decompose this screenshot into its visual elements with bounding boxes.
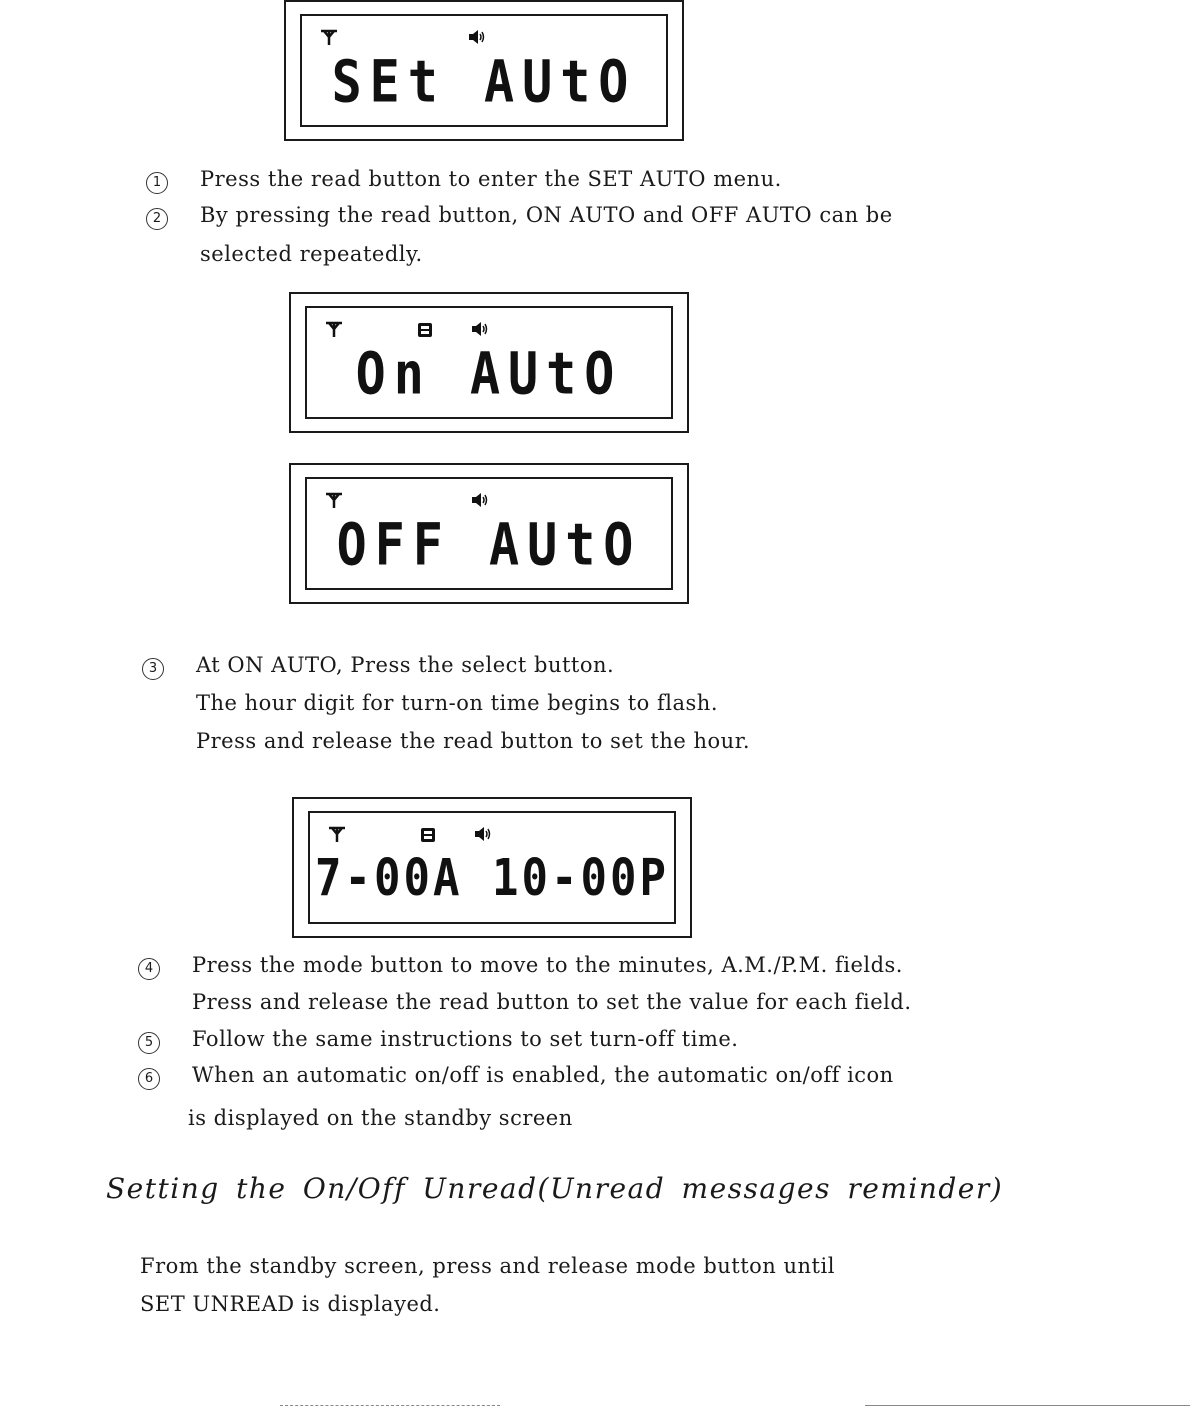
section-line-2: SET UNREAD is displayed. [140, 1292, 441, 1316]
step-marker-6: 6 [136, 1062, 162, 1090]
lcd-display-time [292, 797, 692, 938]
step-4-line-2: Press and release the read button to set the value for each field. [192, 990, 912, 1014]
lcd-display-off-auto [289, 463, 689, 604]
antenna-icon [325, 320, 343, 338]
step-marker-5: 5 [136, 1026, 162, 1054]
step-marker-3: 3 [140, 652, 166, 680]
scan-artifact [865, 1405, 1190, 1406]
step-1-line-1: Press the read button to enter the SET AUTO menu. [200, 167, 782, 191]
step-3-line-1: At ON AUTO, Press the select button. [196, 653, 615, 677]
section-heading: Setting the On/Off Unread(Unread messages reminder) [106, 1172, 1004, 1205]
speaker-icon [474, 826, 492, 842]
lcd-screen [305, 477, 673, 590]
scan-artifact [280, 1405, 500, 1406]
lcd-display-set-auto [284, 0, 684, 141]
step-2-line-1: By pressing the read button, ON AUTO and OFF AUTO can be [200, 203, 893, 227]
auto-on-off-icon [420, 827, 436, 843]
section-line-1: From the standby screen, press and release mode button until [140, 1254, 835, 1278]
step-2-line-2: selected repeatedly. [200, 242, 423, 266]
auto-on-off-icon [417, 322, 433, 338]
antenna-icon [325, 491, 343, 509]
speaker-icon [468, 29, 486, 45]
antenna-icon [320, 28, 338, 46]
antenna-icon [328, 825, 346, 843]
lcd-screen [308, 811, 676, 924]
lcd-display-on-auto [289, 292, 689, 433]
lcd-screen [300, 14, 668, 127]
step-4-line-1: Press the mode button to move to the minutes, A.M./P.M. fields. [192, 953, 903, 977]
lcd-text: OFF AUtO [336, 511, 642, 579]
step-5-line-1: Follow the same instructions to set turn-off time. [192, 1027, 739, 1051]
lcd-text: SEt AUtO [331, 48, 637, 116]
step-3-line-3: Press and release the read button to set the hour. [196, 729, 751, 753]
step-6-line-2: is displayed on the standby screen [188, 1106, 573, 1130]
speaker-icon [471, 492, 489, 508]
step-6-line-1: When an automatic on/off is enabled, the automatic on/off icon [192, 1063, 894, 1087]
speaker-icon [471, 321, 489, 337]
step-marker-2: 2 [144, 202, 170, 230]
lcd-screen [305, 306, 673, 419]
step-3-line-2: The hour digit for turn-on time begins to flash. [196, 691, 718, 715]
step-marker-4: 4 [136, 952, 162, 980]
lcd-text: 7-00A 10-00P [315, 849, 669, 908]
step-marker-1: 1 [144, 166, 170, 194]
lcd-text: On AUtO [355, 340, 623, 408]
